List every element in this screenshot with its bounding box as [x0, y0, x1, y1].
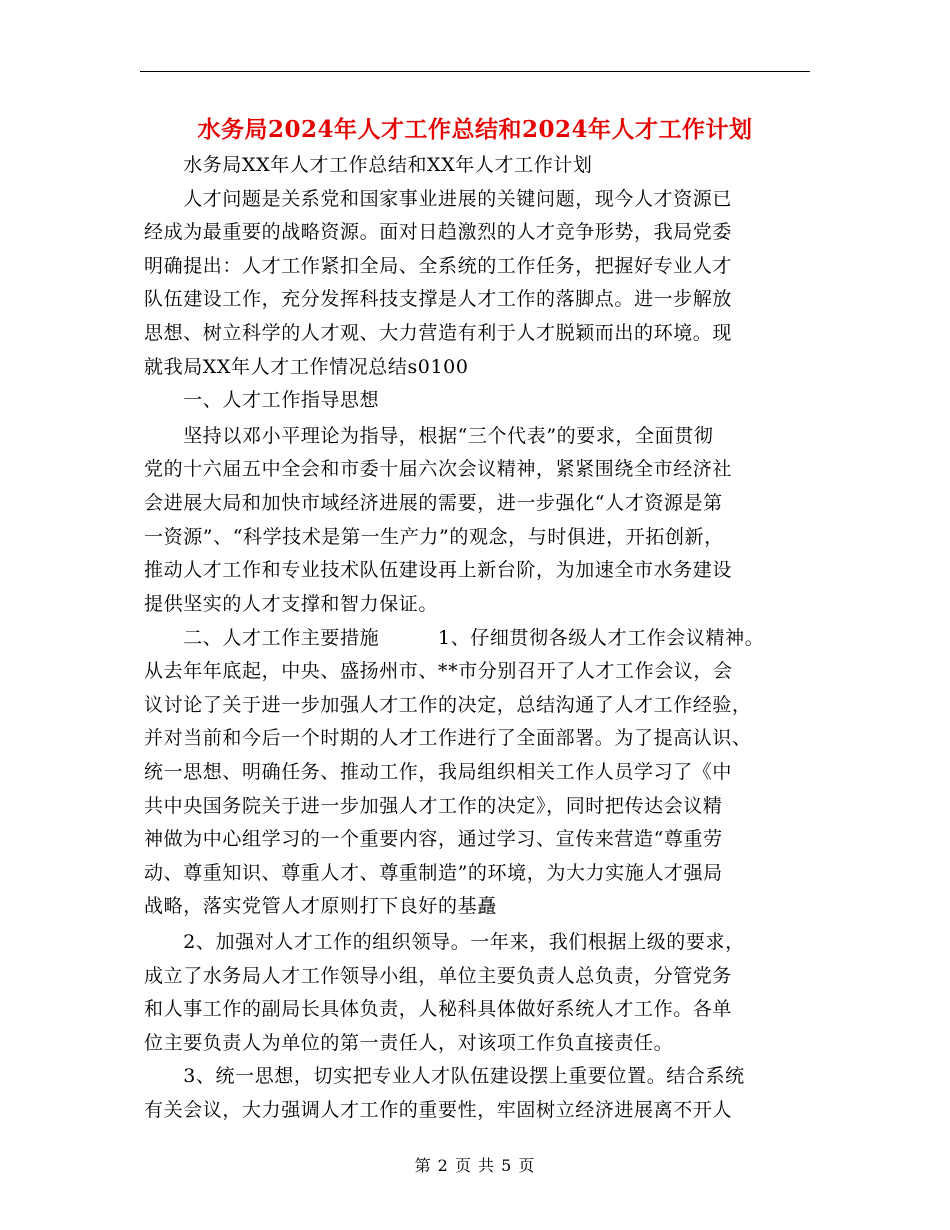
body-line: 党的十六届五中全会和市委十届六次会议精神，紧紧围绕全市经济社: [144, 458, 733, 480]
body-line: 提供坚实的人才支撑和智力保证。: [144, 593, 439, 615]
page-number: 第 2 页 共 5 页: [414, 1156, 536, 1175]
header-rule: [140, 71, 810, 72]
body-line: 和人事工作的副局长具体负责，人秘科具体做好系统人才工作。各单: [144, 998, 733, 1020]
body-line: 2、加强对人才工作的组织领导。一年来，我们根据上级的要求，: [144, 931, 745, 953]
body-line: 并对当前和今后一个时期的人才工作进行了全面部署。为了提高认识、: [144, 727, 752, 749]
document-title: 水务局2024年人才工作总结和2024年人才工作计划: [197, 116, 753, 143]
body-line: 有关会议，大力强调人才工作的重要性，牢固树立经济进展离不开人: [144, 1099, 733, 1121]
body-line: 动、尊重知识、尊重人才、尊重制造”的环境，为大力实施人才强局: [144, 862, 723, 884]
body-line: 就我局XX年人才工作情况总结s0100: [144, 356, 469, 378]
body-line: 明确提出：人才工作紧扣全局、全系统的工作任务，把握好专业人才: [144, 255, 733, 277]
body-line: 推动人才工作和专业技术队伍建设再上新台阶，为加速全市水务建设: [144, 559, 733, 581]
body-line: 坚持以邓小平理论为指导，根据“三个代表”的要求，全面贯彻: [144, 425, 714, 447]
body-line: 成立了水务局人才工作领导小组，单位主要负责人总负责，分管党务: [144, 965, 733, 987]
body-line: 战略，落实党管人才原则打下良好的基矗: [144, 895, 497, 917]
body-line: 位主要负责人为单位的第一责任人，对该项工作负直接责任。: [144, 1032, 674, 1054]
section-heading: 二、人才工作主要措施 1、仔细贯彻各级人才工作会议精神。: [144, 627, 765, 649]
body-line: 共中央国务院关于进一步加强人才工作的决定》，同时把传达会议精: [144, 795, 723, 817]
body-line: 3、统一思想，切实把专业人才队伍建设摆上重要位置。结合系统: [144, 1065, 745, 1087]
body-line: 水务局XX年人才工作总结和XX年人才工作计划: [144, 154, 593, 176]
body-line: 从去年年底起，中央、盛扬州市、**市分别召开了人才工作会议，会: [144, 660, 733, 682]
body-line: 人才问题是关系党和国家事业进展的关键问题，现今人才资源已: [144, 188, 733, 210]
body-line: 经成为最重要的战略资源。面对日趋激烈的人才竞争形势，我局党委: [144, 221, 733, 243]
body-line: 队伍建设工作，充分发挥科技支撑是人才工作的落脚点。进一步解放: [144, 288, 733, 310]
section-heading: 一、人才工作指导思想: [144, 389, 380, 411]
body-line: 议讨论了关于进一步加强人才工作的决定，总结沟通了人才工作经验，: [144, 694, 752, 716]
body-line: 一资源”、“科学技术是第一生产力”的观念，与时俱进，开拓创新，: [144, 526, 724, 548]
body-line: 统一思想、明确任务、推动工作，我局组织相关工作人员学习了《中: [144, 761, 733, 783]
body-line: 神做为中心组学习的一个重要内容，通过学习、宣传来营造“尊重劳: [144, 828, 723, 850]
body-line: 会进展大局和加快市域经济进展的需要，进一步强化“人才资源是第: [144, 492, 723, 514]
body-line: 思想、树立科学的人才观、大力营造有利于人才脱颖而出的环境。现: [144, 322, 733, 344]
